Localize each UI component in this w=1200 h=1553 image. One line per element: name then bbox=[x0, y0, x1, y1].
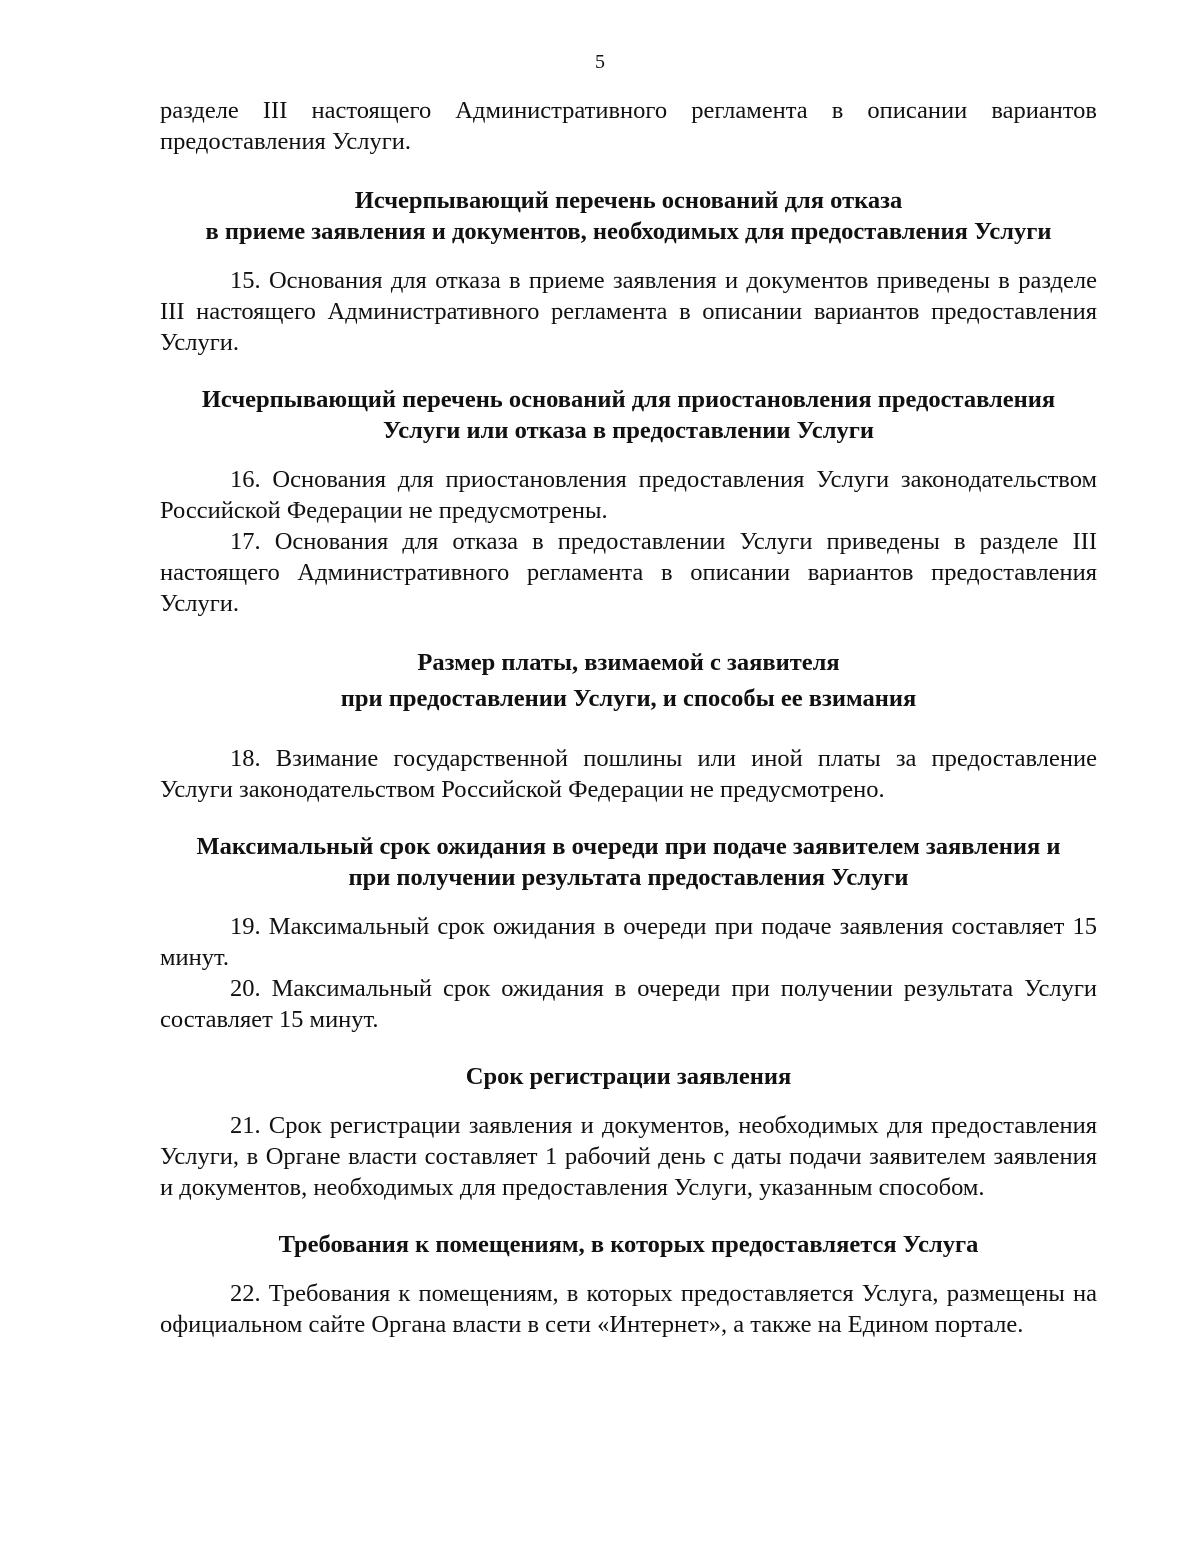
heading-line: в приеме заявления и документов, необходимых для предоставления Услуги bbox=[205, 218, 1052, 245]
section-heading-refusal-acceptance bbox=[160, 185, 1097, 247]
heading-line: Максимальный срок ожидания в очереди при подаче заявителем заявления и bbox=[196, 833, 1061, 860]
heading-line: Исчерпывающий перечень оснований для приостановления предоставления bbox=[201, 386, 1056, 413]
heading-line: Срок регистрации заявления bbox=[465, 1063, 792, 1090]
heading-line: Исчерпывающий перечень оснований для отказа bbox=[354, 187, 903, 214]
paragraph-16: 16. Основания для приостановления предоставления Услуги законодательством Российской Федерации не предусмотрены. bbox=[160, 466, 1097, 524]
paragraph-19: 19. Максимальный срок ожидания в очереди при подаче заявления составляет 15 минут. bbox=[160, 913, 1097, 971]
paragraph-18: 18. Взимание государственной пошлины или иной платы за предоставление Услуги законодательством Российской Федерации не предусмотрено. bbox=[160, 745, 1097, 803]
paragraph-15: 15. Основания для отказа в приеме заявления и документов приведены в разделе III настоящего Административного регламента в описании вариантов предоставления Услуги. bbox=[160, 267, 1097, 356]
heading-line: при предоставлении Услуги, и способы ее взимания bbox=[340, 685, 917, 712]
paragraph-22: 22. Требования к помещениям, в которых предоставляется Услуга, размещены на официальном сайте Органа власти в сети «Интернет», а также на Едином портале. bbox=[160, 1280, 1097, 1338]
section-heading-premises bbox=[160, 1229, 1097, 1260]
section-heading-fee bbox=[160, 645, 1097, 717]
paragraph-21: 21. Срок регистрации заявления и документов, необходимых для предоставления Услуги, в Органе власти составляет 1 рабочий день с даты подачи заявителем заявления и документов, необходимых для предоставления Услуги, указанным способом. bbox=[160, 1112, 1097, 1201]
paragraph-continuation: разделе III настоящего Административного регламента в описании вариантов предоставления Услуги. bbox=[160, 97, 1097, 155]
paragraph-17: 17. Основания для отказа в предоставлении Услуги приведены в разделе III настоящего Административного регламента в описании вариантов предоставления Услуги. bbox=[160, 528, 1097, 617]
page-number: 5 bbox=[595, 51, 605, 73]
section-heading-suspension bbox=[160, 384, 1097, 446]
document-body bbox=[160, 95, 1097, 1340]
heading-line: Услуги или отказа в предоставлении Услуги bbox=[382, 417, 875, 444]
section-heading-registration bbox=[160, 1061, 1097, 1092]
section-heading-waiting-time bbox=[160, 831, 1097, 893]
paragraph-20: 20. Максимальный срок ожидания в очереди при получении результата Услуги составляет 15 минут. bbox=[160, 975, 1097, 1033]
heading-line: Требования к помещениям, в которых предоставляется Услуга bbox=[278, 1231, 979, 1258]
heading-line: при получении результата предоставления Услуги bbox=[348, 864, 909, 891]
heading-line: Размер платы, взимаемой с заявителя bbox=[417, 649, 840, 676]
